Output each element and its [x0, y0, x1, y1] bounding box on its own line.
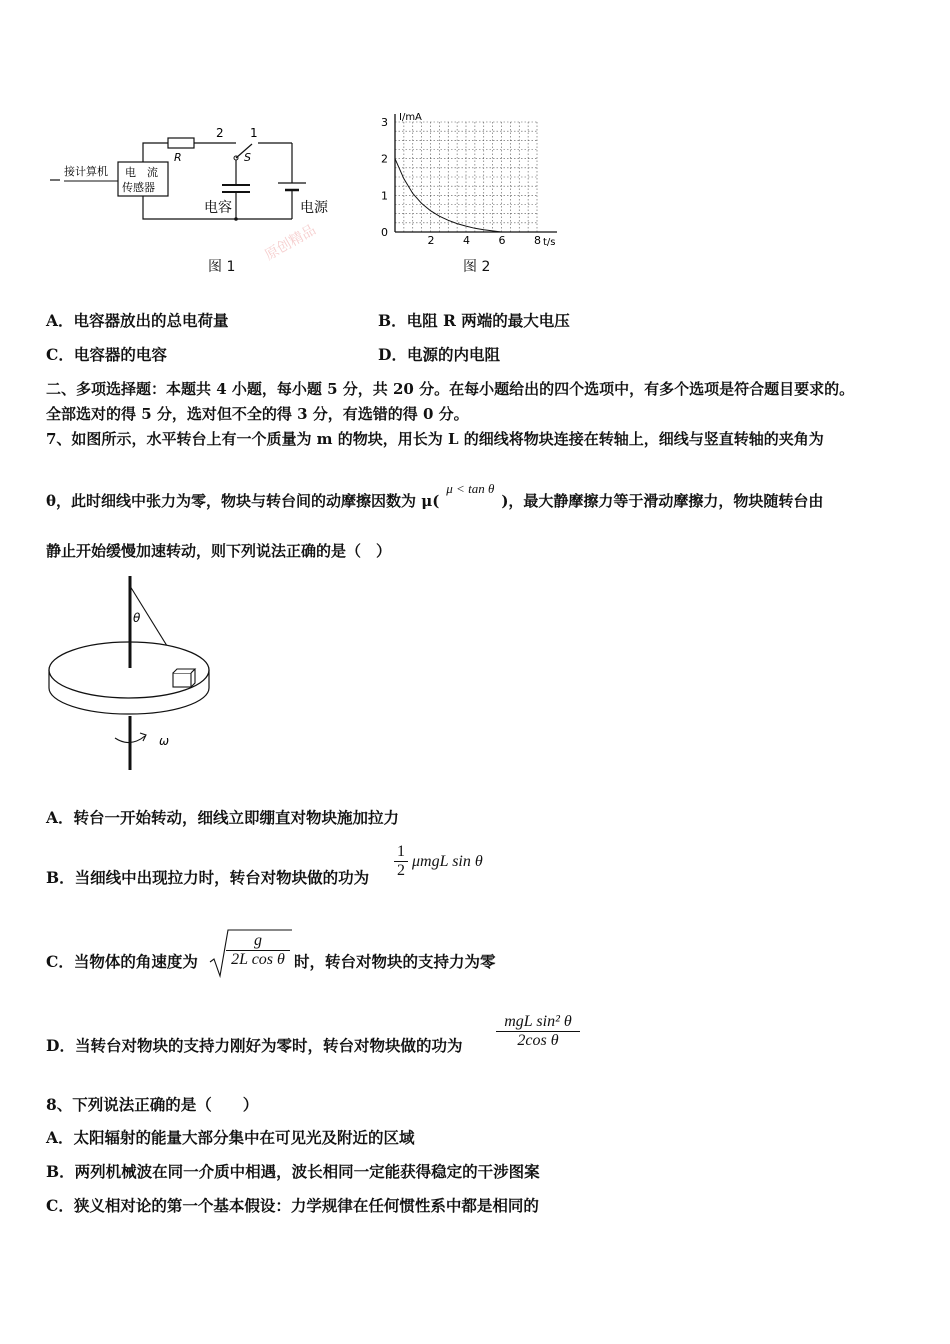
q8-option-a[interactable]: A．太阳辐射的能量大部分集中在可见光及附近的区域: [46, 1128, 415, 1147]
figure2-caption: 图 2: [463, 259, 491, 275]
q7-option-b-fraction: [394, 843, 408, 880]
q7-option-d-num: mgL sin² θ: [504, 1013, 572, 1030]
q7-stem-line1: 7、如图所示，水平转台上有一个质量为 m 的物块，用长为 L 的细线将物块连接在转轴上，细线与竖直转轴的夹角为: [46, 430, 824, 448]
q7-condition-math: μ < tan θ: [446, 481, 495, 496]
q7-option-d[interactable]: D．当转台对物块的支持力刚好为零时，转台对物块做的功为: [46, 1036, 463, 1055]
x-tick-label: 2: [427, 234, 435, 247]
q7-stem-line2: [46, 481, 824, 512]
y-tick-label: 0: [381, 226, 388, 239]
q7-option-b-expr: μmgL sin θ: [412, 853, 483, 870]
x-tick-label: 6: [498, 234, 506, 247]
current-time-chart: [375, 108, 575, 248]
y-tick-label: 2: [381, 152, 388, 166]
q7-stem-line2a: θ，此时细线中张力为零，物块与转台间的动摩擦因数为 μ(: [46, 492, 440, 510]
q6-option-b-text: 电阻 R 两端的最大电压: [406, 311, 570, 330]
q7-option-d-den: 2cos θ: [496, 1031, 580, 1050]
q7-option-c-fraction: [226, 932, 290, 969]
q6-option-a-letter: A．: [46, 311, 74, 330]
circuit-figure: [40, 115, 350, 235]
label-2: 2: [216, 126, 224, 140]
q7-option-c-num: g: [254, 932, 262, 949]
x-tick-label: 4: [463, 234, 470, 247]
watermark: 原创精品: [262, 221, 319, 264]
q6-option-c[interactable]: [46, 345, 167, 365]
q7-option-d-fraction: [496, 1013, 580, 1050]
q7-stem-line3: 静止开始缓慢加速转动，则下列说法正确的是（ ）: [46, 542, 392, 560]
q7-option-a[interactable]: A．转台一开始转动，细线立即绷直对物块施加拉力: [46, 808, 400, 827]
q7-option-b[interactable]: B．当细线中出现拉力时，转台对物块做的功为: [46, 868, 370, 887]
label-sensor-2: 传感器: [122, 181, 155, 194]
q6-option-b-letter: B．: [378, 311, 407, 330]
chart-ylabel: I/mA: [399, 112, 422, 123]
q6-option-b[interactable]: [378, 311, 570, 331]
q8-option-b[interactable]: B．两列机械波在同一介质中相遇，波长相同一定能获得稳定的干涉图案: [46, 1162, 540, 1181]
section2-line2: 全部选对的得 5 分，选对但不全的得 3 分，有选错的得 0 分。: [46, 405, 469, 423]
omega-label: ω: [159, 734, 170, 748]
y-tick-label: 3: [381, 116, 388, 129]
label-sensor-1: 电 流: [125, 166, 158, 179]
label-computer: 接计算机: [64, 165, 108, 178]
x-tick-label: 8: [534, 234, 541, 247]
q8-stem: 8、下列说法正确的是（ ）: [46, 1095, 259, 1114]
q6-option-c-text: 电容器的电容: [73, 345, 167, 364]
q6-option-a-text: 电容器放出的总电荷量: [73, 311, 229, 330]
label-s: S: [244, 151, 251, 164]
q8-option-c[interactable]: C．狭义相对论的第一个基本假设：力学规律在任何惯性系中都是相同的: [46, 1196, 539, 1215]
label-r: R: [174, 151, 182, 164]
turntable-figure: [45, 570, 220, 775]
q7-option-b-num: 1: [397, 843, 405, 860]
figure1-caption: 图 1: [208, 259, 236, 275]
q7-option-c-suffix: 时，转台对物块的支持力为零: [294, 952, 496, 971]
label-1: 1: [250, 126, 258, 140]
q7-option-c-prefix[interactable]: C．当物体的角速度为: [46, 952, 198, 971]
y-tick-label: 1: [381, 189, 388, 203]
q6-option-d-text: 电源的内电阻: [406, 345, 500, 364]
q6-option-d-letter: D．: [378, 345, 407, 364]
q6-option-d[interactable]: [378, 345, 500, 365]
q7-option-b-den: 2: [394, 861, 408, 880]
theta-label: θ: [133, 611, 141, 625]
q6-option-a[interactable]: [46, 311, 229, 331]
label-capacitor: 电容: [204, 200, 232, 216]
resistor-r: [168, 138, 194, 148]
q7-stem-line2b: )，最大静摩擦力等于滑动摩擦力，物块随转台由: [501, 492, 824, 510]
section2-line1: 二、多项选择题：本题共 4 小题，每小题 5 分，共 20 分。在每小题给出的四个选项中，有多个选项是符合题目要求的。: [46, 380, 855, 398]
q6-option-c-letter: C．: [46, 345, 74, 364]
chart-xlabel: t/s: [543, 237, 556, 248]
label-source: 电源: [300, 200, 328, 216]
q7-option-c-den: 2L cos θ: [226, 950, 290, 969]
